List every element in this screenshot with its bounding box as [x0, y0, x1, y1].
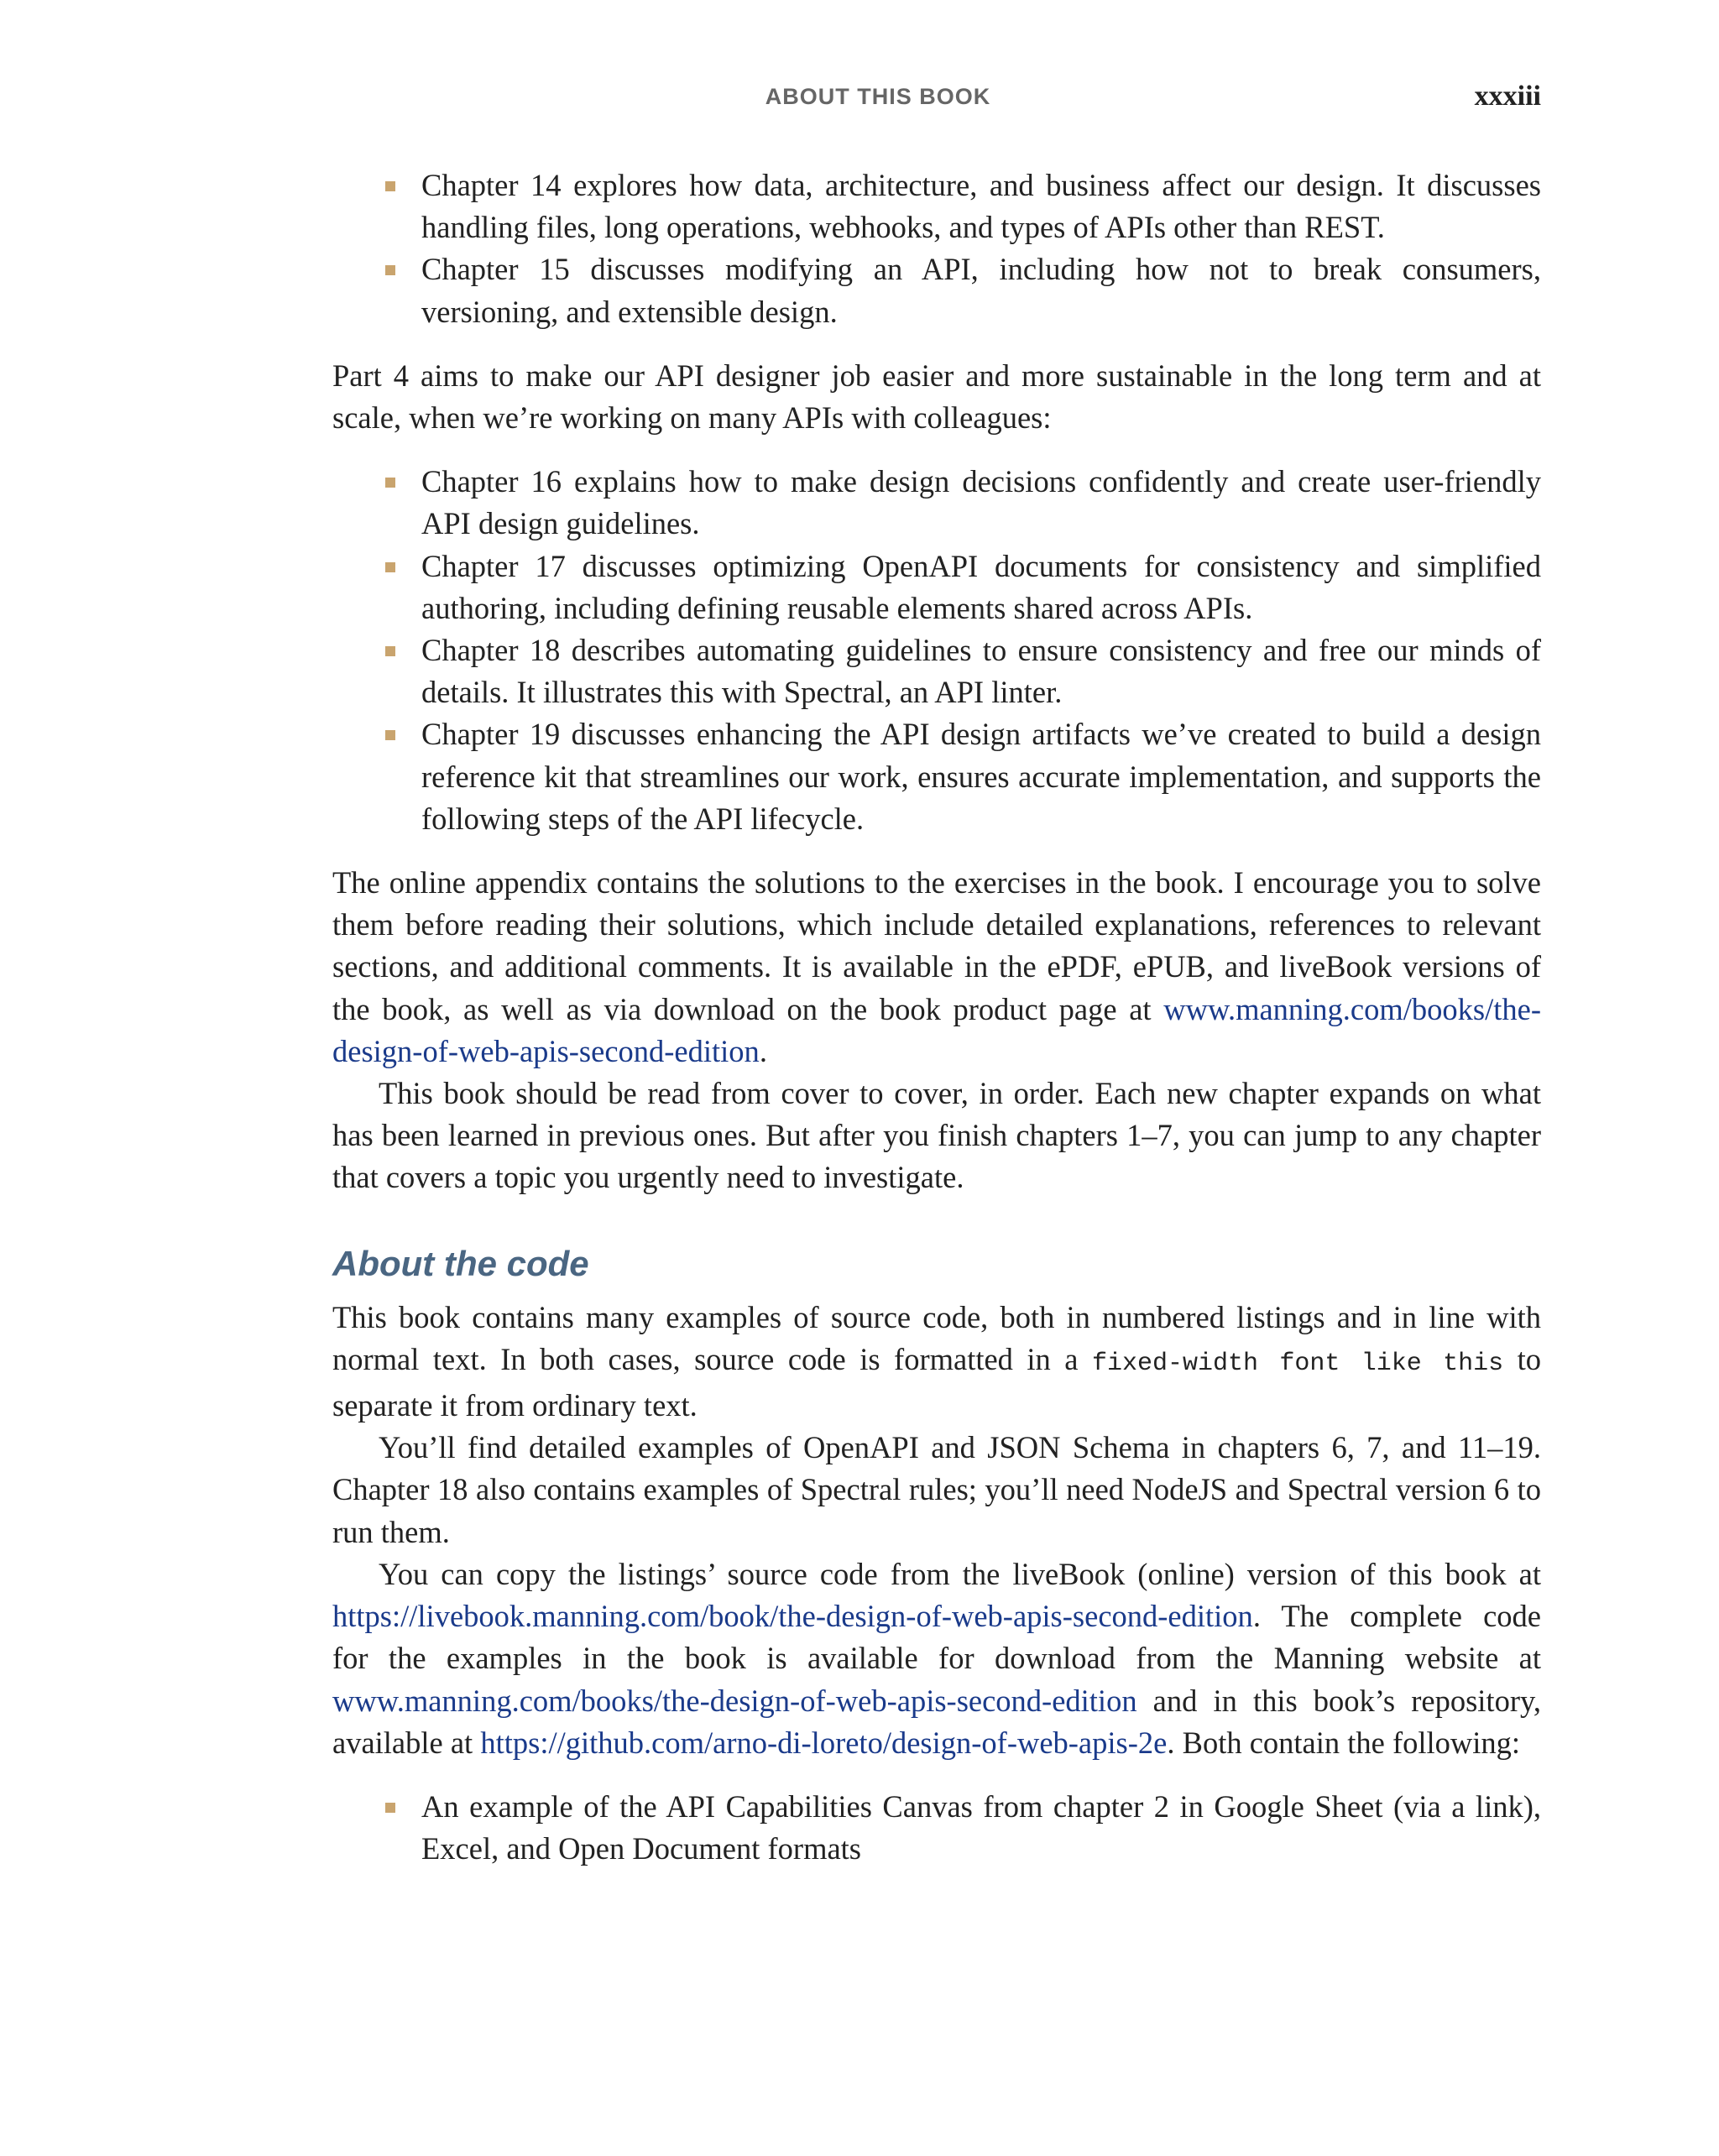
source-text-a: You can copy the listings’ source code from the liveBook (online) version of this book at	[379, 1556, 1541, 1591]
paragraph-code-format	[332, 1297, 1541, 1428]
appendix-end: .	[759, 1033, 767, 1068]
source-text-c: and in this book’s repository, available at	[332, 1683, 1541, 1760]
paragraph-reading-order: This book should be read from cover to cover, in order. Each new chapter expands on what has been learned in previous ones. But after you finish chapters 1–7, you can jump to any chapter that covers a topic you urgently need to investigate.	[332, 1076, 1541, 1195]
chapter-list-part3	[332, 164, 1541, 333]
paragraph-source-links	[332, 1553, 1541, 1764]
link-manning-website[interactable]: www.manning.com/books/the-design-of-web-apis-second-edition	[332, 1683, 1137, 1718]
list-item: Chapter 17 discusses optimizing OpenAPI documents for consistency and simplified authoring, including defining reusable elements shared across APIs.	[421, 546, 1541, 629]
repository-contents-list	[332, 1786, 1541, 1870]
list-item: Chapter 14 explores how data, architecture, and business affect our design. It discusses handling files, long operations, webhooks, and types of APIs other than REST.	[421, 164, 1541, 248]
paragraph-appendix	[332, 862, 1541, 1073]
running-header	[332, 81, 1541, 117]
link-github-repository[interactable]: https://github.com/arno-di-loreto/design-of-web-apis-2e	[480, 1725, 1168, 1760]
chapter-list-part4	[332, 461, 1541, 840]
list-item: Chapter 16 explains how to make design decisions confidently and create user-friendly API design guidelines.	[421, 461, 1541, 545]
source-text-d: . Both contain the following:	[1167, 1725, 1521, 1760]
page-body	[332, 164, 1541, 1870]
code-format-end: to separate it from ordinary text.	[332, 1341, 1541, 1423]
section-heading-about-code: About the code	[332, 1243, 589, 1283]
paragraph-part4-intro: Part 4 aims to make our API designer job easier and more sustainable in the long term and at scale, when we’re working on many APIs with colleagues:	[332, 358, 1541, 436]
paragraph-examples: You’ll find detailed examples of OpenAPI and JSON Schema in chapters 6, 7, and 11–19. Chapter 18 also contains examples of Spectral rules; you’ll need NodeJS and Spectral version 6 to run them.	[332, 1430, 1541, 1549]
running-header-title: ABOUT THIS BOOK	[765, 84, 991, 109]
link-book-product-page[interactable]: www.manning.com/books/the-design-of-web-apis-second-edition	[332, 991, 1541, 1068]
link-livebook[interactable]: https://livebook.manning.com/book/the-design-of-web-apis-second-edition	[332, 1599, 1253, 1634]
appendix-text: The online appendix contains the solutions to the exercises in the book. I encourage you to solve them before reading their solutions, which include detailed explanations, references to relevant sections, and additional comments. It is available in the ePDF, ePUB, and liveBook versions of the book, as well as via download on the book product page at	[332, 865, 1541, 1026]
list-item: Chapter 15 discusses modifying an API, including how not to break consumers, versioning, and extensible design.	[421, 248, 1541, 332]
list-item: An example of the API Capabilities Canvas from chapter 2 in Google Sheet (via a link), Excel, and Open Document formats	[421, 1786, 1541, 1870]
list-item: Chapter 18 describes automating guidelines to ensure consistency and free our minds of details. It illustrates this with Spectral, an API linter.	[421, 629, 1541, 713]
code-format-text: This book contains many examples of source code, both in numbered listings and in line with normal text. In both cases, source code is formatted in a	[332, 1299, 1541, 1376]
page-number: xxxiii	[1474, 81, 1541, 112]
code-sample-text: fixed-width font like this	[1091, 1349, 1504, 1378]
list-item: Chapter 19 discusses enhancing the API design artifacts we’ve created to build a design reference kit that streamlines our work, ensures accurate implementation, and supports the following steps of the API lifecycle.	[421, 713, 1541, 840]
source-text-b: . The complete code for the examples in the book is available for download from the Manning website at	[332, 1599, 1541, 1676]
